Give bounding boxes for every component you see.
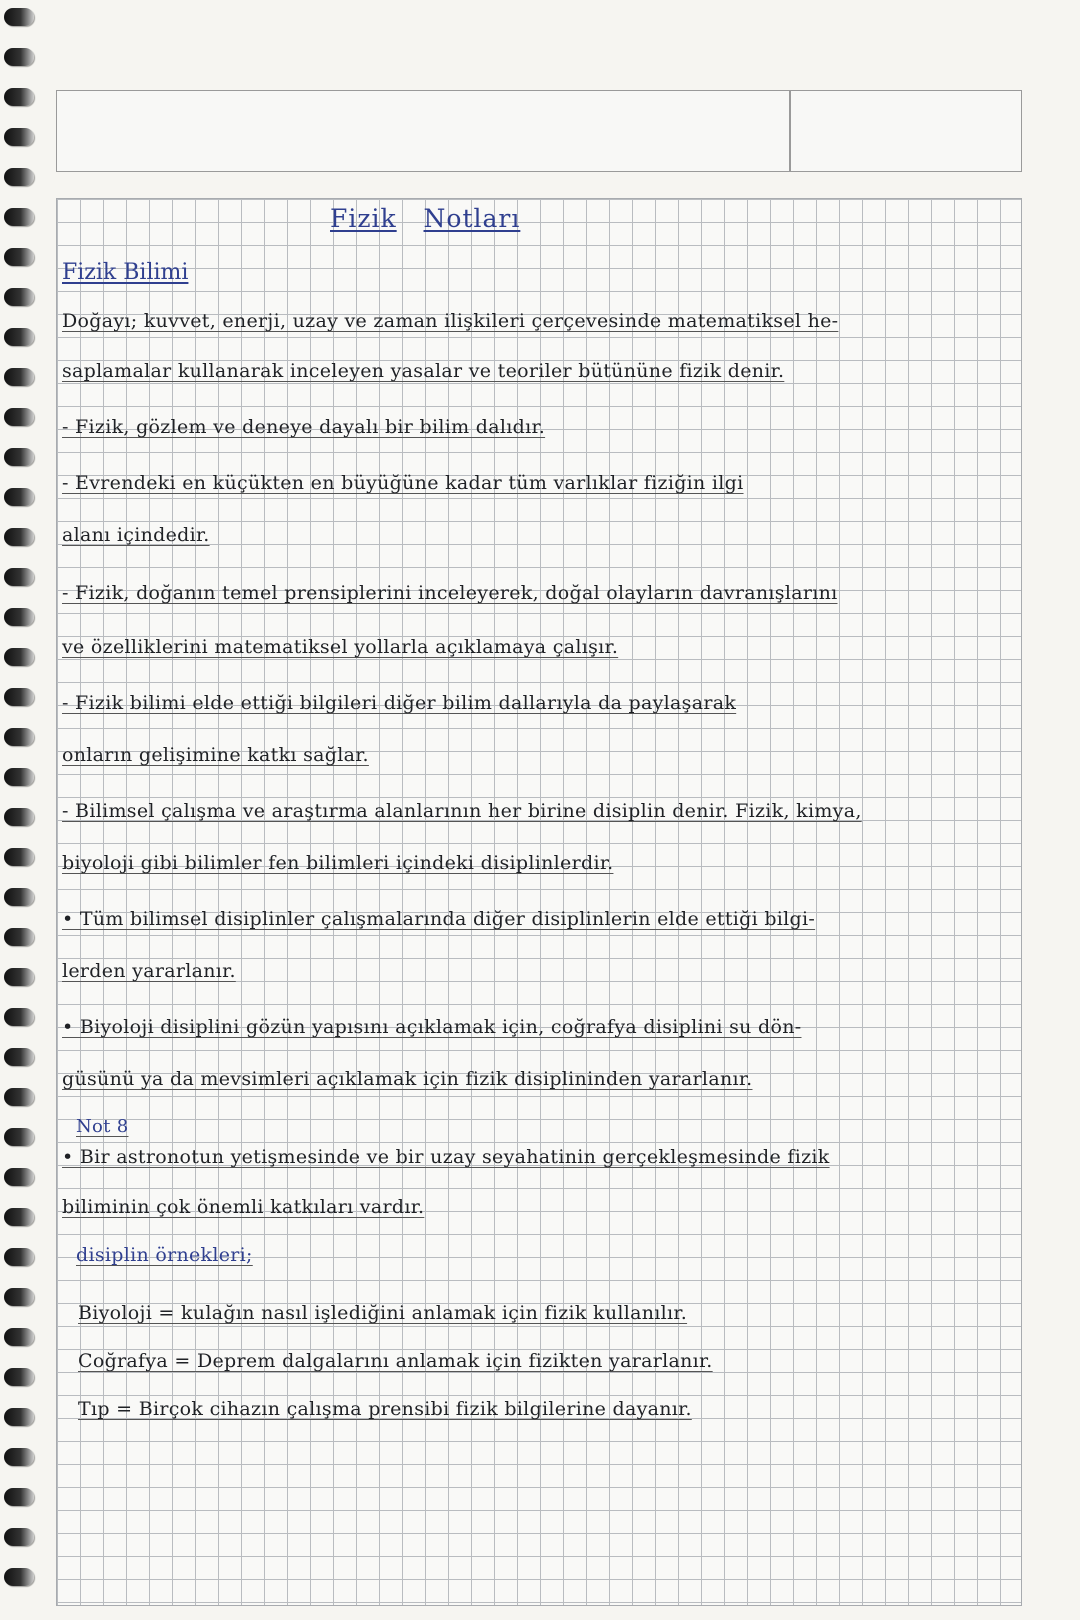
- spiral-ring: [4, 968, 34, 986]
- spiral-ring: [4, 888, 34, 906]
- spiral-ring: [4, 168, 34, 186]
- spiral-ring: [4, 688, 34, 706]
- text-line: - Evrendeki en küçükten en büyüğüne kadar tüm varlıklar fiziğin ilgi: [62, 472, 744, 494]
- spiral-ring: [4, 288, 34, 306]
- title-word-2: Notları: [423, 204, 521, 233]
- text-line: - Fizik, doğanın temel prensiplerini inceleyerek, doğal olayların davranışlarını: [62, 582, 838, 604]
- spiral-ring: [4, 1448, 34, 1466]
- spiral-ring: [4, 768, 34, 786]
- spiral-ring: [4, 408, 34, 426]
- header-divider: [789, 91, 791, 171]
- spiral-ring: [4, 808, 34, 826]
- spiral-ring: [4, 928, 34, 946]
- spiral-ring: [4, 1008, 34, 1026]
- spiral-ring: [4, 1088, 34, 1106]
- spiral-ring: [4, 1208, 34, 1226]
- text-line: - Fizik bilimi elde ettiği bilgileri diğer bilim dallarıyla da paylaşarak: [62, 692, 737, 714]
- text-line: saplamalar kullanarak inceleyen yasalar ve teoriler bütününe fizik denir.: [62, 360, 785, 382]
- spiral-ring: [4, 1408, 34, 1426]
- text-line: ve özelliklerini matematiksel yollarla açıklamaya çalışır.: [62, 636, 619, 658]
- text-line: Doğayı; kuvvet, enerji, uzay ve zaman ilişkileri çerçevesinde matematiksel he-: [62, 310, 839, 332]
- text-line: alanı içindedir.: [62, 524, 210, 546]
- grid-paper: [56, 198, 1022, 1606]
- text-line: • Bir astronotun yetişmesinde ve bir uzay seyahatinin gerçekleşmesinde fizik: [62, 1146, 830, 1168]
- spiral-ring: [4, 8, 34, 26]
- spiral-ring: [4, 1168, 34, 1186]
- spiral-ring: [4, 848, 34, 866]
- spiral-ring: [4, 608, 34, 626]
- example-biology: Biyoloji = kulağın nasıl işlediğini anlamak için fizik kullanılır.: [78, 1302, 688, 1324]
- text-line: • Tüm bilimsel disiplinler çalışmalarında diğer disiplinlerin elde ettiği bilgi-: [62, 908, 816, 930]
- title-word-1: Fizik: [330, 204, 397, 233]
- spiral-ring: [4, 248, 34, 266]
- spiral-ring: [4, 528, 34, 546]
- spiral-ring: [4, 48, 34, 66]
- spiral-ring: [4, 1128, 34, 1146]
- text-line: biyoloji gibi bilimler fen bilimleri içindeki disiplinlerdir.: [62, 852, 614, 874]
- examples-heading: disiplin örnekleri;: [76, 1244, 253, 1266]
- spiral-ring: [4, 128, 34, 146]
- spiral-ring: [4, 208, 34, 226]
- spiral-ring: [4, 448, 34, 466]
- spiral-ring: [4, 328, 34, 346]
- note-label: Not 8: [76, 1116, 129, 1137]
- spiral-ring: [4, 1568, 34, 1586]
- example-geography: Coğrafya = Deprem dalgalarını anlamak için fizikten yararlanır.: [78, 1350, 713, 1372]
- text-line: biliminin çok önemli katkıları vardır.: [62, 1196, 425, 1218]
- text-line: • Biyoloji disiplini gözün yapısını açıklamak için, coğrafya disiplini su dön-: [62, 1016, 802, 1038]
- example-medicine: Tıp = Birçok cihazın çalışma prensibi fizik bilgilerine dayanır.: [78, 1398, 692, 1420]
- spiral-ring: [4, 1048, 34, 1066]
- spiral-ring: [4, 568, 34, 586]
- spiral-ring: [4, 368, 34, 386]
- spiral-ring: [4, 728, 34, 746]
- text-line: - Bilimsel çalışma ve araştırma alanlarının her birine disiplin denir. Fizik, kimya,: [62, 800, 862, 822]
- spiral-ring: [4, 1328, 34, 1346]
- spiral-ring: [4, 1528, 34, 1546]
- header-box: [56, 90, 1022, 172]
- spiral-ring: [4, 1248, 34, 1266]
- spiral-ring: [4, 1288, 34, 1306]
- section-heading: Fizik Bilimi: [62, 260, 189, 285]
- page-title: [330, 204, 520, 233]
- text-line: onların gelişimine katkı sağlar.: [62, 744, 369, 766]
- text-line: güsünü ya da mevsimleri açıklamak için fizik disiplininden yararlanır.: [62, 1068, 753, 1090]
- spiral-ring: [4, 1488, 34, 1506]
- spiral-ring: [4, 88, 34, 106]
- spiral-ring: [4, 488, 34, 506]
- text-line: lerden yararlanır.: [62, 960, 236, 982]
- text-line: - Fizik, gözlem ve deneye dayalı bir bilim dalıdır.: [62, 416, 546, 438]
- spiral-ring: [4, 648, 34, 666]
- spiral-ring: [4, 1368, 34, 1386]
- spiral-binding: [0, 0, 50, 1620]
